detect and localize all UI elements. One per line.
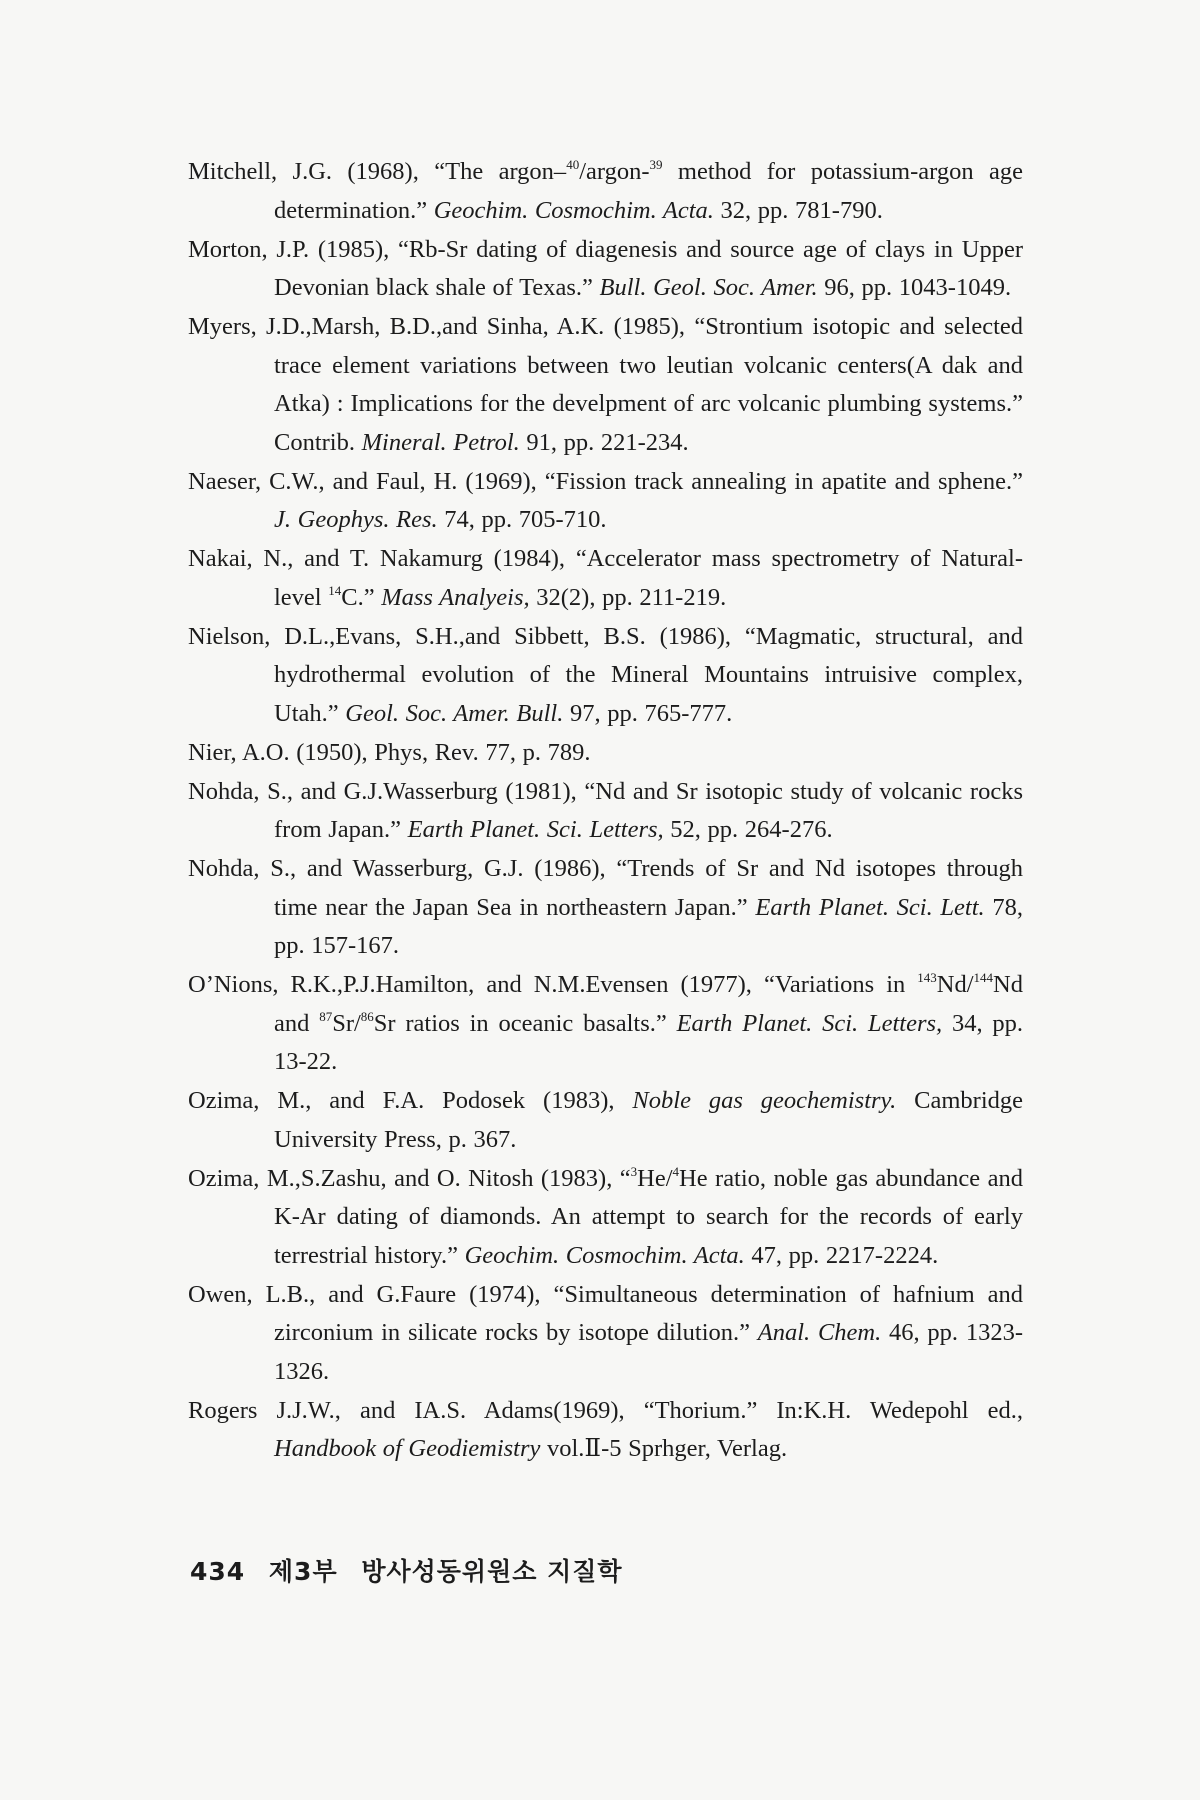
page-footer — [190, 1552, 637, 1588]
reference-entry: Nielson, D.L.,Evans, S.H.,and Sibbett, B.S. (1986), “Magmatic, structural, and hydrothermal evolution of the Mineral Mountains intruisive complex, Utah.” Geol. Soc. Amer. Bull. 97, pp. 765-777. — [188, 622, 1023, 727]
chapter-title: 방사성동위원소 지질학 — [361, 1557, 623, 1586]
reference-entry: Rogers J.J.W., and IA.S. Adams(1969), “Thorium.” In:K.H. Wedepohl ed., Handbook of Geodiemistry vol.Ⅱ-5 Sprhger, Verlag. — [188, 1396, 1023, 1462]
page-number: 434 — [190, 1557, 246, 1586]
reference-entry: Nohda, S., and Wasserburg, G.J. (1986), “Trends of Sr and Nd isotopes through time near the Japan Sea in northeastern Japan.” Earth Planet. Sci. Lett. 78, pp. 157-167. — [188, 855, 1024, 959]
reference-list — [188, 153, 1023, 1469]
reference-entry: Nakai, N., and T. Nakamurg (1984), “Accelerator mass spectrometry of Natural-level $^{14}$C.” Mass Analyeis, 32(2), pp. 211-219. — [188, 545, 1023, 611]
reference-entry: Ozima, M.,S.Zashu, and O. Nitosh (1983), “$^3$He/$^4$He ratio, noble gas abundance and K-Ar dating of diamonds. An attempt to search for the records of early terrestrial history.” Geochim. Cosmochim. Acta. 47, pp. 2217-2224. — [188, 1163, 1023, 1269]
reference-entry: Owen, L.B., and G.Faure (1974), “Simultaneous determination of hafnium and zirconium in silicate rocks by isotope dilution.” Anal. Chem. 46, pp. 1323-1326. — [188, 1280, 1023, 1385]
reference-entry: Morton, J.P. (1985), “Rb-Sr dating of diagenesis and source age of clays in Upper Devonian black shale of Texas.” Bull. Geol. Soc. Amer. 96, pp. 1043-1049. — [188, 235, 1023, 301]
reference-entry: Naeser, C.W., and Faul, H. (1969), “Fission track annealing in apatite and sphene.” J. Geophys. Res. 74, pp. 705-710. — [188, 467, 1023, 533]
reference-entry: Mitchell, J.G. (1968), “The argon–$^{40}$/argon-$^{39}$ method for potassium-argon age determination.” Geochim. Cosmochim. Acta. 32, pp. 781-790. — [188, 157, 1023, 224]
reference-entry: Nohda, S., and G.J.Wasserburg (1981), “Nd and Sr isotopic study of volcanic rocks from Japan.” Earth Planet. Sci. Letters, 52, pp. 264-276. — [188, 777, 1023, 843]
reference-entry: Nier, A.O. (1950), Phys, Rev. 77, p. 789. — [188, 738, 591, 766]
reference-entry: O’Nions, R.K.,P.J.Hamilton, and N.M.Evensen (1977), “Variations in $^{143}$Nd/$^{144}$Nd and $^{87}$Sr/$^{86}$Sr ratios in oceanic basalts.” Earth Planet. Sci. Letters, 34, pp. 13-22. — [188, 970, 1024, 1075]
part-label: 제3부 — [268, 1557, 338, 1586]
reference-entry: Myers, J.D.,Marsh, B.D.,and Sinha, A.K. (1985), “Strontium isotopic and selected trace element variations between two leutian volcanic centers(A dak and Atka) : Implications for the develpment of arc volcanic plumbing systems.” Contrib. Mineral. Petrol. 91, pp. 221-234. — [188, 313, 1023, 456]
reference-entry: Ozima, M., and F.A. Podosek (1983), Noble gas geochemistry. Cambridge University Press, p. 367. — [188, 1087, 1023, 1153]
